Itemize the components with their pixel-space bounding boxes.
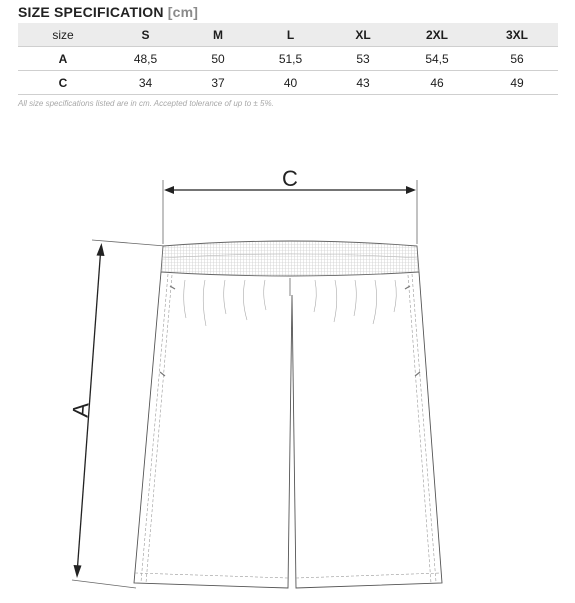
column-header-3xl: 3XL [505, 27, 528, 42]
table-cell: 49 [510, 75, 524, 90]
column-header-s: S [141, 27, 150, 42]
table-cell: 40 [283, 75, 298, 90]
tolerance-note: All size specifications listed are in cm. Accepted tolerance of up to ± 5%. [18, 99, 274, 108]
shorts-outline [134, 241, 442, 588]
table-cell: 37 [211, 75, 225, 90]
dimension-c [163, 166, 417, 244]
table-cell: 51,5 [278, 51, 303, 66]
column-header-l: L [286, 27, 295, 42]
title-text: SIZE SPECIFICATION [18, 4, 164, 20]
row-label-a: A [58, 51, 68, 66]
table-cell: 48,5 [133, 51, 158, 66]
table-cell: 50 [211, 51, 225, 66]
table-cell: 46 [430, 75, 444, 90]
dimension-label-c: C [282, 166, 298, 191]
table-cell: 43 [356, 75, 370, 90]
table-cell: 53 [356, 51, 370, 66]
dimension-label-a: A [67, 401, 94, 419]
table-cell: 56 [510, 51, 524, 66]
table-cell: 34 [138, 75, 153, 90]
dimension-a [68, 240, 165, 588]
column-header-2xl: 2XL [425, 27, 448, 42]
column-header-xl: XL [355, 27, 371, 42]
title-unit: [cm] [167, 4, 199, 20]
row-label-c: C [58, 75, 68, 90]
column-header-size: size [52, 27, 74, 42]
column-header-m: M [213, 27, 223, 42]
table-cell: 54,5 [425, 51, 449, 66]
